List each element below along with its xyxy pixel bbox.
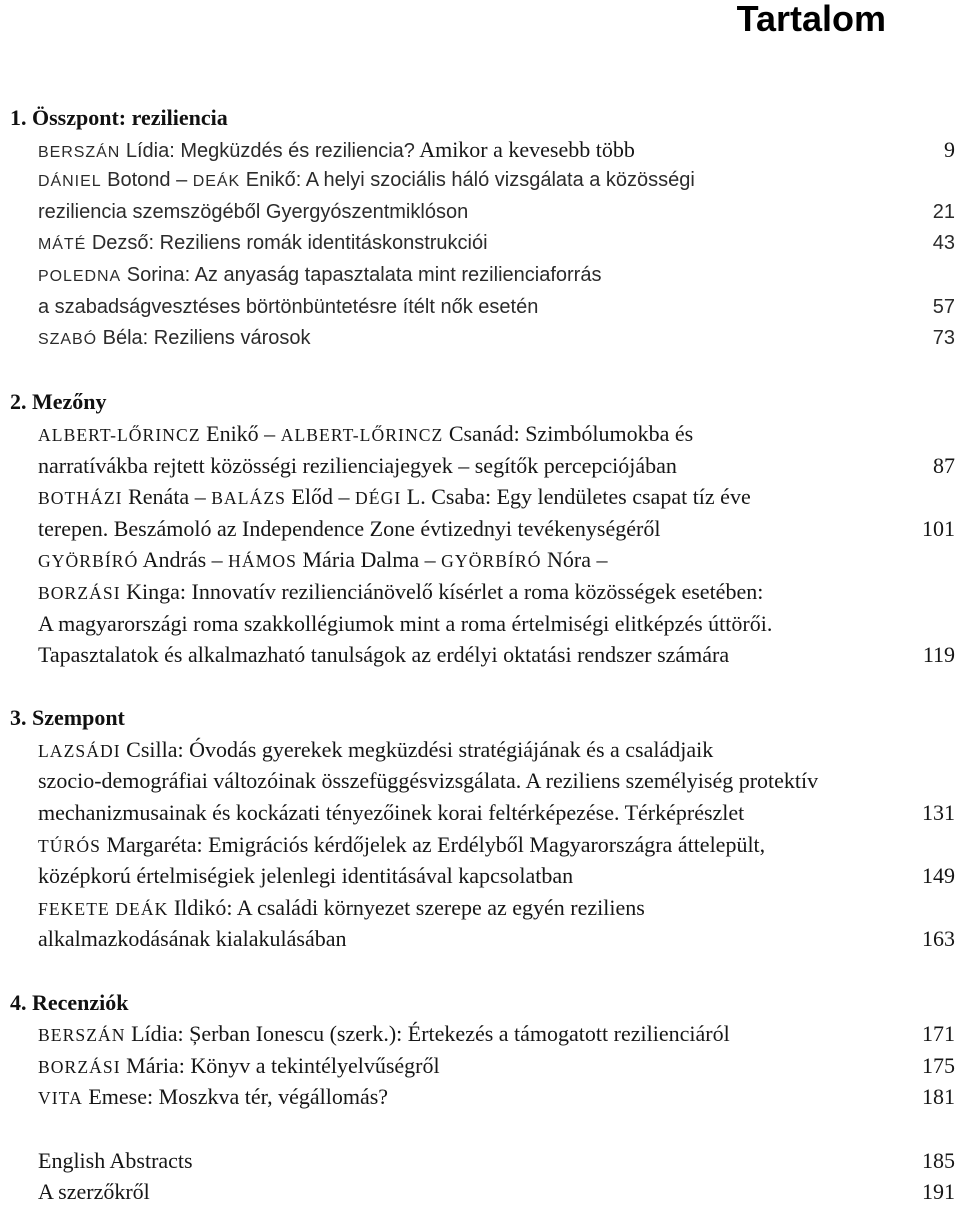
page-number: 101 — [922, 515, 955, 541]
entry-text: Enikő: A helyi szociális háló vizsgálata a közösségi — [240, 169, 695, 192]
entry-line-text — [38, 516, 660, 541]
toc-entry — [0, 134, 960, 166]
author-surname: BORZÁSI — [38, 582, 121, 603]
entry-line — [0, 513, 960, 545]
entry-line — [0, 734, 960, 766]
entry-line-text — [38, 484, 751, 509]
page-number: 181 — [922, 1084, 955, 1110]
toc-section — [0, 386, 960, 670]
author-surname: TÚRÓS — [38, 835, 101, 856]
entry-line — [0, 576, 960, 608]
author-surname: BERSZÁN — [38, 143, 121, 161]
entry-line-text — [38, 453, 677, 478]
entry-text: reziliencia szemszögéből Gyergyószentmiklóson — [38, 200, 469, 223]
author-surname: GYÖRBÍRÓ — [38, 551, 139, 572]
entry-line-text — [38, 737, 713, 762]
entry-text: Béla: Reziliens városok — [97, 327, 311, 350]
entry-line — [0, 544, 960, 576]
entry-text: Dezső: Reziliens romák identitáskonstrukciói — [86, 232, 488, 255]
entry-line-text — [38, 1148, 193, 1173]
entry-line-text — [38, 832, 765, 857]
page-number: 119 — [922, 642, 955, 668]
entry-text: Ildikó: A családi környezet szerepe az egyén reziliens — [168, 894, 645, 920]
toc-entry — [0, 1018, 960, 1050]
entry-text: Nóra – — [541, 547, 608, 573]
author-surname: MÁTÉ — [38, 236, 87, 254]
author-surname: GYÖRBÍRÓ — [441, 551, 542, 572]
entry-line-text — [38, 327, 310, 349]
entry-line — [0, 292, 960, 324]
page-number: 21 — [932, 200, 955, 223]
author-surname: FEKETE DEÁK — [38, 898, 169, 919]
entry-line-text — [38, 579, 763, 604]
entry-line-text — [38, 1179, 150, 1204]
entry-line-text — [38, 136, 635, 162]
page-number: 87 — [933, 452, 955, 478]
section-heading: 2. Mezőny — [10, 389, 107, 415]
entry-text: Botond – — [101, 169, 193, 192]
toc-entry — [0, 892, 960, 955]
page-number: 191 — [922, 1179, 955, 1205]
author-surname: BERSZÁN — [38, 1025, 126, 1046]
entry-text: terepen. Beszámoló az Independence Zone évtizednyi tevékenységéről — [38, 515, 661, 541]
entry-line-text — [38, 169, 695, 191]
page-number: 131 — [922, 800, 955, 826]
page-number: 163 — [922, 926, 955, 952]
toc-entry — [0, 544, 960, 670]
entry-line-text — [38, 800, 744, 825]
page-number: 175 — [922, 1052, 955, 1078]
entry-text: András – — [138, 547, 229, 573]
toc-entry — [0, 323, 960, 355]
entry-line — [0, 450, 960, 482]
author-surname: ALBERT-LŐRINCZ — [280, 424, 444, 445]
entry-line — [0, 165, 960, 197]
entry-line-text — [38, 264, 601, 286]
toc-entry — [0, 418, 960, 481]
page-number: 57 — [932, 295, 955, 318]
table-of-contents — [0, 102, 960, 1208]
entry-line — [0, 481, 960, 513]
entry-text: Emese: Moszkva tér, végállomás? — [82, 1084, 389, 1110]
author-surname: VITA — [38, 1088, 83, 1109]
entry-text: Amikor a kevesebb több — [414, 136, 635, 162]
entry-line — [0, 1018, 960, 1050]
entry-line — [0, 323, 960, 355]
page-number: 73 — [932, 327, 955, 350]
toc-section — [0, 102, 960, 355]
page-number: 149 — [922, 863, 955, 889]
entry-text: Lídia: Șerban Ionescu (szerk.): Értekezés a támogatott rezilienciáról — [125, 1021, 730, 1047]
toc-entry — [0, 1145, 960, 1177]
entry-line — [0, 1176, 960, 1208]
entry-line-text — [38, 201, 468, 223]
entry-line — [0, 923, 960, 955]
entry-text: Csilla: Óvodás gyerekek megküzdési stratégiájának és a családjaik — [120, 736, 714, 762]
toc-entry — [0, 1176, 960, 1208]
entry-line-text — [38, 863, 573, 888]
entry-line-text — [38, 547, 608, 572]
section-heading: 3. Szempont — [10, 705, 125, 731]
entry-text: Kinga: Innovatív rezilienciánövelő kísérlet a roma közösségek esetében: — [120, 578, 764, 604]
entry-line-text — [38, 768, 818, 793]
entry-line-text — [38, 232, 488, 254]
entry-line-text — [38, 895, 645, 920]
author-surname: BALÁZS — [211, 488, 286, 509]
entry-line — [0, 639, 960, 671]
entry-line — [0, 860, 960, 892]
toc-entry — [0, 165, 960, 228]
entry-line — [0, 797, 960, 829]
entry-line — [0, 1145, 960, 1177]
toc-entry — [0, 829, 960, 892]
toc-entry — [0, 228, 960, 260]
entry-line-text — [38, 1021, 730, 1046]
author-surname: HÁMOS — [228, 551, 297, 572]
section-heading: 1. Összpont: reziliencia — [10, 105, 228, 130]
page-title: Tartalom — [736, 0, 886, 39]
entry-text: alkalmazkodásának kialakulásában — [38, 926, 347, 952]
entry-line-text — [38, 642, 729, 667]
toc-entry — [0, 1081, 960, 1113]
toc-back-matter — [0, 1145, 960, 1208]
entry-line-text — [38, 296, 538, 318]
entry-text: A magyarországi roma szakkollégiumok mint a roma értelmiségi elitképzés úttörői. — [38, 610, 773, 636]
page-number: 185 — [922, 1147, 955, 1173]
entry-line-text — [38, 926, 346, 951]
entry-text: Sorina: Az anyaság tapasztalata mint rezilienciaforrás — [121, 263, 602, 286]
entry-line — [0, 608, 960, 640]
entry-text: Csanád: Szimbólumokba és — [443, 420, 694, 446]
section-heading: 4. Recenziók — [10, 989, 129, 1015]
entry-line-text — [38, 421, 693, 446]
entry-line-text — [38, 1053, 440, 1078]
author-surname: POLEDNA — [38, 267, 122, 285]
author-surname: DÁNIEL — [38, 173, 102, 191]
entry-line — [0, 197, 960, 229]
entry-text: a szabadságvesztéses börtönbüntetésre ítélt nők esetén — [38, 295, 539, 318]
entry-line — [0, 765, 960, 797]
entry-text: Enikő – — [200, 420, 281, 446]
author-surname: LAZSÁDI — [38, 740, 121, 761]
author-surname: ALBERT-LŐRINCZ — [38, 424, 201, 445]
author-surname: BORZÁSI — [38, 1056, 121, 1077]
entry-line-text — [38, 1084, 388, 1109]
author-surname: DEÁK — [192, 173, 241, 191]
entry-line — [0, 1081, 960, 1113]
page-number: 9 — [944, 136, 955, 162]
entry-text: Mária Dalma – — [297, 547, 442, 573]
toc-entry — [0, 260, 960, 323]
toc-entry — [0, 1050, 960, 1082]
entry-text: Renáta – — [122, 484, 212, 510]
entry-line — [0, 829, 960, 861]
entry-text: Lídia: Megküzdés és reziliencia? — [120, 139, 415, 162]
entry-text: szocio-demográfiai változóinak összefüggésvizsgálata. A reziliens személyiség protektív — [38, 768, 819, 794]
entry-text: középkorú értelmiségiek jelenlegi identitásával kapcsolatban — [38, 863, 574, 889]
entry-text: Előd – — [285, 484, 356, 510]
toc-entry — [0, 481, 960, 544]
author-surname: DÉGI — [355, 488, 402, 509]
entry-line — [0, 260, 960, 292]
author-surname: SZABÓ — [38, 331, 98, 349]
entry-text: Tapasztalatok és alkalmazható tanulságok az erdélyi oktatási rendszer számára — [38, 642, 730, 668]
toc-section — [0, 702, 960, 955]
entry-title: A szerzőkről — [38, 1179, 150, 1205]
entry-line — [0, 134, 960, 166]
page-number: 43 — [932, 232, 955, 255]
toc-section — [0, 987, 960, 1113]
entry-text: Mária: Könyv a tekintélyelvűségről — [120, 1052, 440, 1078]
entry-line — [0, 418, 960, 450]
entry-text: L. Csaba: Egy lendületes csapat tíz éve — [401, 484, 751, 510]
entry-line — [0, 228, 960, 260]
entry-line — [0, 892, 960, 924]
entry-text: Margaréta: Emigrációs kérdőjelek az Erdélyből Magyarországra áttelepült, — [100, 831, 766, 857]
entry-text: mechanizmusainak és kockázati tényezőinek korai feltérképezése. Térképrészlet — [38, 800, 745, 826]
toc-entry — [0, 734, 960, 829]
entry-text: narratívákba rejtett közösségi rezilienciajegyek – segítők percepciójában — [38, 452, 677, 478]
entry-title: English Abstracts — [38, 1147, 193, 1173]
entry-line — [0, 1050, 960, 1082]
entry-line-text — [38, 611, 772, 636]
author-surname: BOTHÁZI — [38, 488, 123, 509]
page-number: 171 — [922, 1021, 955, 1047]
